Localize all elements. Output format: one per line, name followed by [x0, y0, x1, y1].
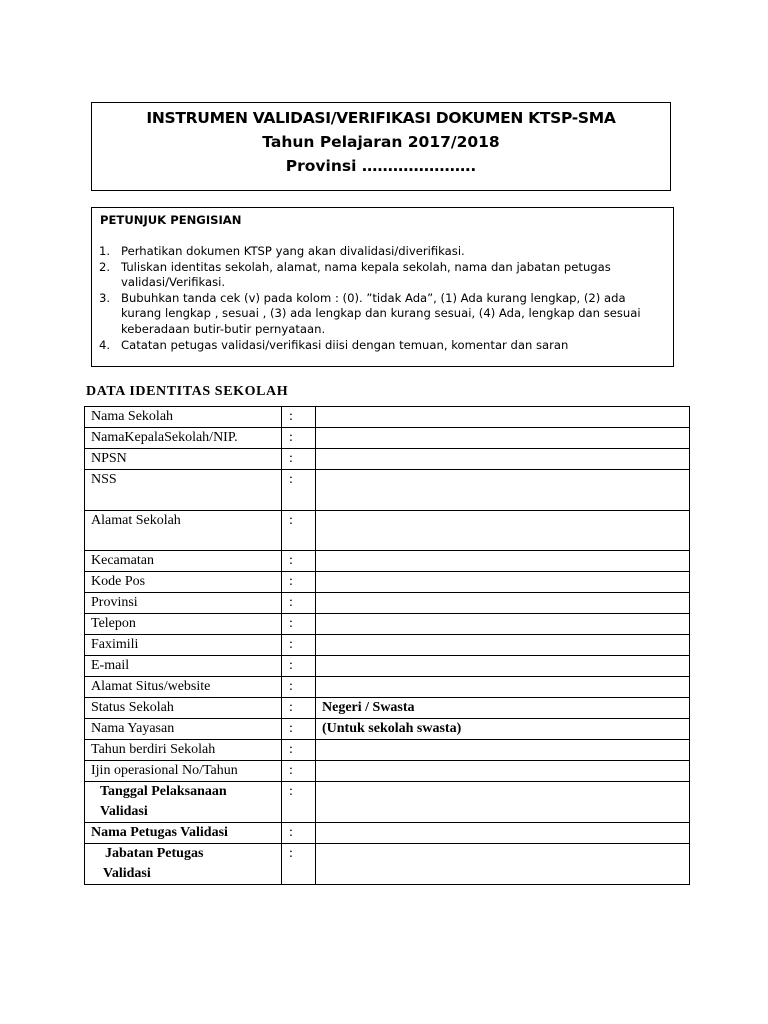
- row-label: NamaKepalaSekolah/NIP.: [85, 428, 282, 449]
- instruction-text: Bubuhkan tanda cek (v) pada kolom : (0). ”tidak Ada”, (1) Ada kurang lengkap, (2) ada kurang lengkap , sesuai , (3) ada lengkap dan kurang sesuai, (4) Ada, lengkap dan sesuai keberadaan butir-butir pernyataan.: [121, 290, 641, 336]
- row-value-field[interactable]: [316, 428, 690, 449]
- table-row: [85, 782, 690, 823]
- row-value-field[interactable]: [316, 635, 690, 656]
- table-row: [85, 614, 690, 635]
- row-value-field[interactable]: [316, 407, 690, 428]
- row-label: Telepon: [85, 614, 282, 635]
- table-row: [85, 698, 690, 719]
- instructions-title: PETUNJUK PENGISIAN: [100, 213, 242, 227]
- row-colon: :: [282, 656, 316, 677]
- row-colon: :: [282, 614, 316, 635]
- document-province: Provinsi ………………….: [285, 157, 477, 175]
- row-label: Kode Pos: [85, 572, 282, 593]
- table-row: [85, 511, 690, 551]
- row-label-line: Validasi: [103, 866, 151, 881]
- row-value-field[interactable]: [316, 470, 690, 511]
- instruction-text: Catatan petugas validasi/verifikasi diisi dengan temuan, komentar dan saran: [121, 337, 569, 352]
- table-row: [85, 823, 690, 844]
- row-value-field[interactable]: [316, 823, 690, 844]
- table-row: [85, 449, 690, 470]
- row-value-field[interactable]: [316, 782, 690, 823]
- row-value-field[interactable]: [316, 511, 690, 551]
- table-row: [85, 551, 690, 572]
- row-label: NSS: [85, 470, 282, 511]
- instruction-text: Perhatikan dokumen KTSP yang akan divalidasi/diverifikasi.: [121, 244, 465, 258]
- row-label: Status Sekolah: [85, 698, 282, 719]
- table-row: [85, 407, 690, 428]
- row-colon: :: [282, 572, 316, 593]
- row-label: Provinsi: [85, 593, 282, 614]
- row-value-field[interactable]: [316, 551, 690, 572]
- row-colon: :: [282, 740, 316, 761]
- row-label: Nama Yayasan: [85, 719, 282, 740]
- table-row: [85, 656, 690, 677]
- school-identity-table: [84, 406, 690, 885]
- instruction-item: [92, 260, 673, 291]
- row-label-multiline: [85, 782, 282, 823]
- row-colon: :: [282, 511, 316, 551]
- table-row: [85, 572, 690, 593]
- row-label-multiline: [85, 844, 282, 885]
- row-colon: :: [282, 428, 316, 449]
- instruction-item: [92, 244, 673, 260]
- row-label-line: Tanggal Pelaksanaan: [100, 784, 227, 799]
- row-label: Nama Petugas Validasi: [85, 823, 282, 844]
- row-label: Faximili: [85, 635, 282, 656]
- row-colon: :: [282, 407, 316, 428]
- row-colon: :: [282, 635, 316, 656]
- row-label: Alamat Situs/website: [85, 677, 282, 698]
- row-colon: :: [282, 782, 316, 823]
- instruction-number: 1.: [99, 244, 111, 258]
- row-label: Alamat Sekolah: [85, 511, 282, 551]
- instruction-item: [92, 338, 673, 354]
- section-title: DATA IDENTITAS SEKOLAH: [86, 384, 289, 399]
- instruction-number: 2.: [99, 259, 111, 274]
- row-label: E-mail: [85, 656, 282, 677]
- row-colon: :: [282, 761, 316, 782]
- row-label: Nama Sekolah: [85, 407, 282, 428]
- table-row: [85, 719, 690, 740]
- instruction-number: 4.: [99, 337, 111, 352]
- row-value-field[interactable]: [316, 761, 690, 782]
- row-value-field[interactable]: [316, 449, 690, 470]
- instruction-item: [92, 291, 673, 338]
- row-value-field[interactable]: [316, 656, 690, 677]
- row-colon: :: [282, 719, 316, 740]
- row-value-field[interactable]: [316, 844, 690, 885]
- row-colon: :: [282, 823, 316, 844]
- row-colon: :: [282, 677, 316, 698]
- table-row: [85, 470, 690, 511]
- status-value[interactable]: Negeri / Swasta: [316, 698, 690, 719]
- row-value-field[interactable]: [316, 593, 690, 614]
- table-row: [85, 428, 690, 449]
- instructions-list: [92, 244, 673, 353]
- row-colon: :: [282, 470, 316, 511]
- table-row: [85, 761, 690, 782]
- document-year: Tahun Pelajaran 2017/2018: [262, 133, 500, 151]
- row-value-field[interactable]: [316, 677, 690, 698]
- row-value-field[interactable]: [316, 572, 690, 593]
- row-colon: :: [282, 698, 316, 719]
- row-label-line: Jabatan Petugas: [105, 846, 204, 861]
- table-row: [85, 844, 690, 885]
- row-colon: :: [282, 551, 316, 572]
- instructions-box: [91, 207, 674, 367]
- table-row: [85, 593, 690, 614]
- row-colon: :: [282, 593, 316, 614]
- row-colon: :: [282, 449, 316, 470]
- row-label: NPSN: [85, 449, 282, 470]
- row-label: Kecamatan: [85, 551, 282, 572]
- table-row: [85, 677, 690, 698]
- foundation-value[interactable]: (Untuk sekolah swasta): [316, 719, 690, 740]
- document-header-box: [91, 102, 671, 191]
- document-title: INSTRUMEN VALIDASI/VERIFIKASI DOKUMEN KTSP-SMA: [146, 109, 616, 127]
- instruction-text: Tuliskan identitas sekolah, alamat, nama kepala sekolah, nama dan jabatan petugas validasi/Verifikasi.: [121, 259, 611, 290]
- row-colon: :: [282, 844, 316, 885]
- table-row: [85, 740, 690, 761]
- row-value-field[interactable]: [316, 740, 690, 761]
- instruction-number: 3.: [99, 290, 111, 305]
- row-value-field[interactable]: [316, 614, 690, 635]
- row-label: Ijin operasional No/Tahun: [85, 761, 282, 782]
- row-label: Tahun berdiri Sekolah: [85, 740, 282, 761]
- table-row: [85, 635, 690, 656]
- row-label-line: Validasi: [100, 804, 148, 819]
